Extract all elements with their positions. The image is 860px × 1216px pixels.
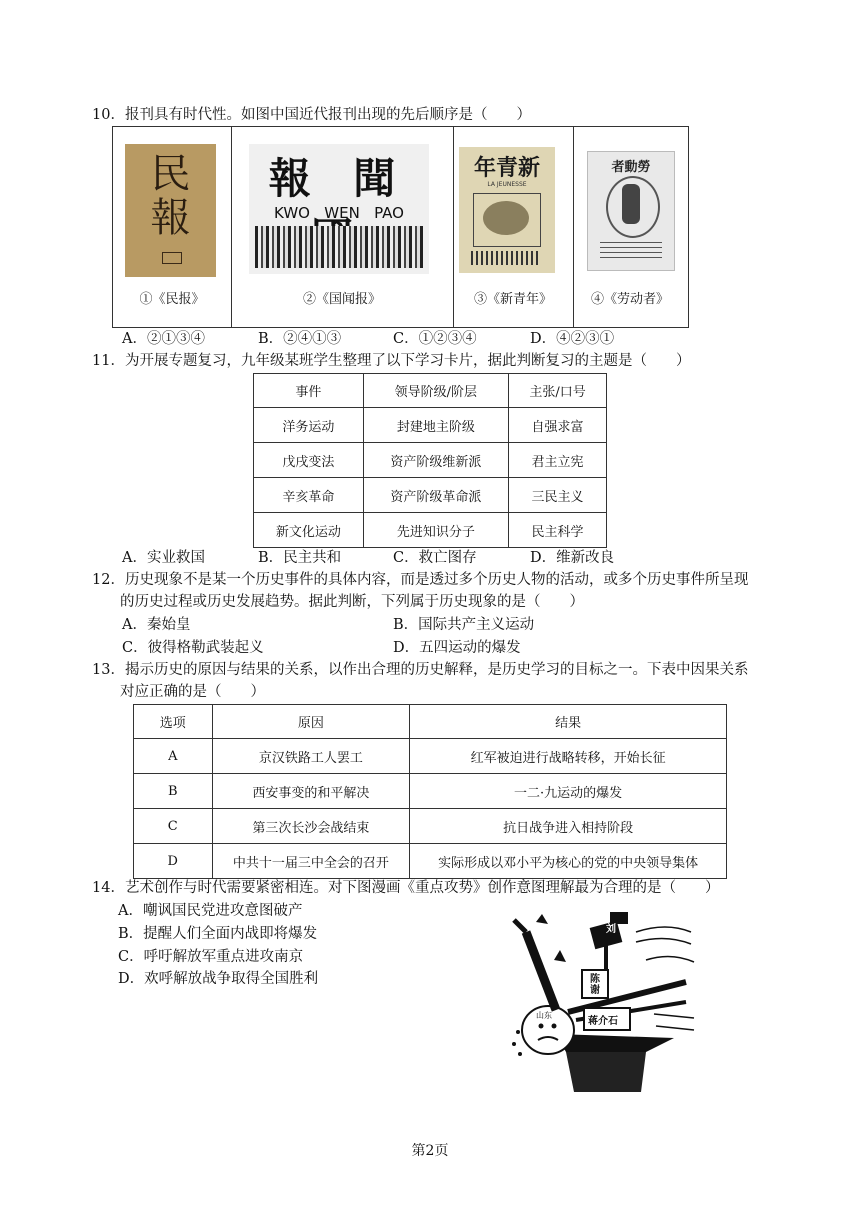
table-row xyxy=(134,844,727,879)
minbao-cover-image: 民 報 xyxy=(125,144,216,277)
q13-cause-effect-table xyxy=(133,704,727,879)
table-cell: 实际形成以邓小平为核心的党的中央领导集体 xyxy=(410,844,727,879)
table-header-cell: 结果 xyxy=(410,705,727,739)
q14-option-d[interactable]: D．欢呼解放战争取得全国胜利 xyxy=(118,971,319,987)
newspaper-xinqingnian xyxy=(453,127,574,327)
q10-option-c[interactable]: C．①②③④ xyxy=(393,331,477,347)
table-header-cell: 主张/口号 xyxy=(509,374,607,408)
table-cell: 西安事变的和平解决 xyxy=(212,774,410,809)
q10-option-b[interactable]: B．②④①③ xyxy=(258,331,342,347)
q11-option-c[interactable]: C．救亡图存 xyxy=(393,550,477,566)
caption-minbao: ①《民报》 xyxy=(139,292,205,307)
xinqingnian-cover-image: 年青新 LA JEUNESSE xyxy=(459,147,555,273)
q11-study-card-table xyxy=(253,373,607,548)
newspaper-minbao xyxy=(113,127,232,327)
caption-laodongzhe: ④《劳动者》 xyxy=(590,292,669,307)
q13-stem-line2: 对应正确的是（ ） xyxy=(120,684,265,700)
table-cell: 辛亥革命 xyxy=(254,478,364,513)
table-header-cell: 事件 xyxy=(254,374,364,408)
table-cell: 一二·九运动的爆发 xyxy=(410,774,727,809)
q13-stem-line1: 13．揭示历史的原因与结果的关系，以作出合理的历史解释，是历史学习的目标之一。下表中因果关系 xyxy=(92,662,749,678)
cartoon-label-chenxie: 陈谢 xyxy=(590,974,600,996)
table-cell: 第三次长沙会战结束 xyxy=(212,809,410,844)
q10-option-d[interactable]: D．④②③① xyxy=(530,331,615,347)
q12-option-d[interactable]: D．五四运动的爆发 xyxy=(393,640,521,656)
table-cell: 中共十一届三中全会的召开 xyxy=(212,844,410,879)
table-header-cell: 领导阶级/阶层 xyxy=(363,374,508,408)
table-row xyxy=(134,774,727,809)
q10-option-a[interactable]: A．②①③④ xyxy=(122,331,205,347)
q12-option-c[interactable]: C．彼得格勒武装起义 xyxy=(122,640,264,656)
table-cell: 封建地主阶级 xyxy=(363,408,508,443)
table-cell: 资产阶级维新派 xyxy=(363,443,508,478)
laodongzhe-cover-image: 者動勞 xyxy=(587,151,675,271)
caption-guowenbao: ②《国闻报》 xyxy=(302,292,381,307)
table-cell: 洋务运动 xyxy=(254,408,364,443)
table-cell: C xyxy=(134,809,213,844)
guowenbao-masthead-image: 報 聞 KWO WEN PAO xyxy=(249,144,429,274)
cartoon-image xyxy=(496,902,696,1092)
table-cell: 自强求富 xyxy=(509,408,607,443)
table-row xyxy=(254,408,607,443)
q14-option-a[interactable]: A．嘲讽国民党进攻意图破产 xyxy=(118,903,303,919)
table-row xyxy=(254,513,607,548)
table-cell: 红军被迫进行战略转移，开始长征 xyxy=(410,739,727,774)
table-row xyxy=(254,443,607,478)
cartoon-label-jiangjieshi: 蒋介石 xyxy=(588,1016,618,1027)
q11-option-d[interactable]: D．维新改良 xyxy=(530,550,615,566)
table-cell: A xyxy=(134,739,213,774)
q14-stem: 14．艺术创作与时代需要紧密相连。对下图漫画《重点攻势》创作意图理解最为合理的是（ ） xyxy=(92,880,720,896)
table-cell: 资产阶级革命派 xyxy=(363,478,508,513)
q12-stem-line1: 12．历史现象不是某一个历史事件的具体内容，而是透过多个历史人物的活动，或多个历史事件所呈现 xyxy=(92,572,749,588)
page-number: 第2页 xyxy=(411,1143,449,1159)
table-cell: 戊戌变法 xyxy=(254,443,364,478)
table-cell: 抗日战争进入相持阶段 xyxy=(410,809,727,844)
table-header-row xyxy=(134,705,727,739)
newspaper-guowenbao xyxy=(231,127,454,327)
table-cell: B xyxy=(134,774,213,809)
q12-option-b[interactable]: B．国际共产主义运动 xyxy=(393,617,535,633)
q11-stem: 11．为开展专题复习，九年级某班学生整理了以下学习卡片，据此判断复习的主题是（ ） xyxy=(92,353,691,369)
newspaper-laodongzhe xyxy=(573,127,687,327)
table-row xyxy=(134,739,727,774)
table-cell: 新文化运动 xyxy=(254,513,364,548)
q11-option-a[interactable]: A．实业救国 xyxy=(122,550,205,566)
table-cell: 先进知识分子 xyxy=(363,513,508,548)
table-cell: 民主科学 xyxy=(509,513,607,548)
table-header-row xyxy=(254,374,607,408)
q10-newspaper-figure xyxy=(112,126,689,328)
table-cell: 京汉铁路工人罢工 xyxy=(212,739,410,774)
q11-option-b[interactable]: B．民主共和 xyxy=(258,550,342,566)
table-cell: 君主立宪 xyxy=(509,443,607,478)
table-header-cell: 原因 xyxy=(212,705,410,739)
table-header-cell: 选项 xyxy=(134,705,213,739)
table-row xyxy=(254,478,607,513)
table-cell: 三民主义 xyxy=(509,478,607,513)
caption-xinqingnian: ③《新青年》 xyxy=(473,292,552,307)
table-row xyxy=(134,809,727,844)
q14-option-b[interactable]: B．提醒人们全面内战即将爆发 xyxy=(118,926,318,942)
cartoon-label-liu: 刘 xyxy=(606,924,616,935)
table-cell: D xyxy=(134,844,213,879)
q10-stem: 10．报刊具有时代性。如图中国近代报刊出现的先后顺序是（ ） xyxy=(92,107,531,123)
cartoon-label-shandong: 山东 xyxy=(536,1011,552,1020)
q12-stem-line2: 的历史过程或历史发展趋势。据此判断，下列属于历史现象的是（ ） xyxy=(120,594,584,610)
q14-option-c[interactable]: C．呼吁解放军重点进攻南京 xyxy=(118,949,304,965)
q12-option-a[interactable]: A．秦始皇 xyxy=(122,617,191,633)
